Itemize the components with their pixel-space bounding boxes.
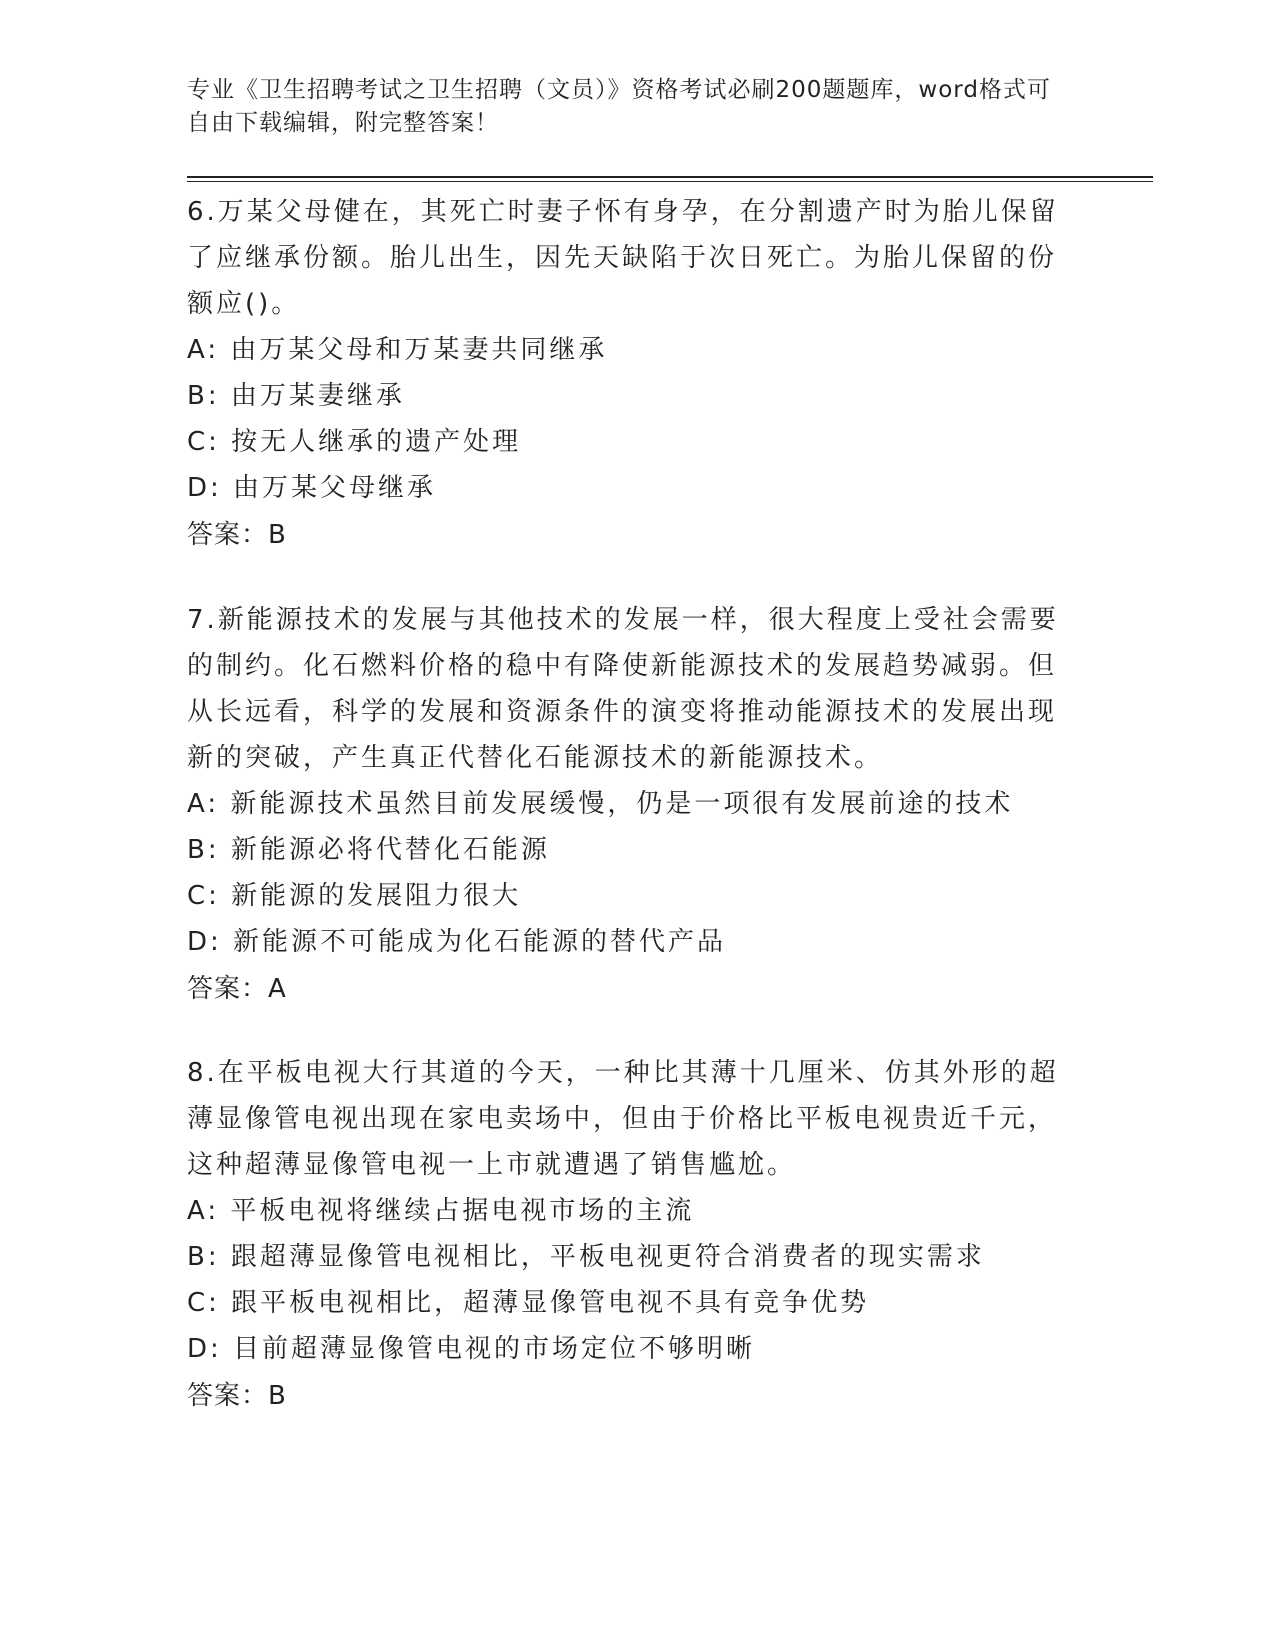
page-header: 专业《卫生招聘考试之卫生招聘（文员）》资格考试必刷200题题库，word格式可自由下载编辑，附完整答案！ xyxy=(187,77,1051,136)
answer: 答案：B xyxy=(187,520,287,550)
answer: 答案：A xyxy=(187,974,287,1004)
option-a: A: 由万某父母和万某妻共同继承 xyxy=(187,335,608,365)
option-d: D: 目前超薄显像管电视的市场定位不够明晰 xyxy=(187,1334,756,1364)
question-stem: 7.新能源技术的发展与其他技术的发展一样，很大程度上受社会需要的制约。化石燃料价格的稳中有降使新能源技术的发展趋势减弱。但从长远看，科学的发展和资源条件的演变将推动能源技术的发展出现新的突破，产生真正代替化石能源技术的新能源技术。 xyxy=(187,605,1059,773)
option-a: A: 新能源技术虽然目前发展缓慢，仍是一项很有发展前途的技术 xyxy=(187,789,1014,819)
option-b: B: 由万某妻继承 xyxy=(187,381,405,411)
option-c: C: 新能源的发展阻力很大 xyxy=(187,881,522,911)
question-stem: 8.在平板电视大行其道的今天，一种比其薄十几厘米、仿其外形的超薄显像管电视出现在家电卖场中，但由于价格比平板电视贵近千元，这种超薄显像管电视一上市就遭遇了销售尴尬。 xyxy=(187,1058,1059,1180)
header-divider-thick xyxy=(187,176,1153,178)
option-c: C: 按无人继承的遗产处理 xyxy=(187,427,522,457)
option-a: A: 平板电视将继续占据电视市场的主流 xyxy=(187,1196,695,1226)
question-stem: 6.万某父母健在，其死亡时妻子怀有身孕，在分割遗产时为胎儿保留了应继承份额。胎儿出生，因先天缺陷于次日死亡。为胎儿保留的份额应()。 xyxy=(187,197,1059,319)
question-7 xyxy=(187,597,1067,1012)
header-divider-thin xyxy=(187,181,1153,182)
option-c: C: 跟平板电视相比，超薄显像管电视不具有竞争优势 xyxy=(187,1288,870,1318)
option-d: D: 新能源不可能成为化石能源的替代产品 xyxy=(187,927,727,957)
option-b: B: 跟超薄显像管电视相比，平板电视更符合消费者的现实需求 xyxy=(187,1242,985,1272)
option-b: B: 新能源必将代替化石能源 xyxy=(187,835,550,865)
question-6 xyxy=(187,189,1067,558)
answer: 答案：B xyxy=(187,1381,287,1411)
option-d: D: 由万某父母继承 xyxy=(187,473,437,503)
question-8 xyxy=(187,1050,1067,1419)
